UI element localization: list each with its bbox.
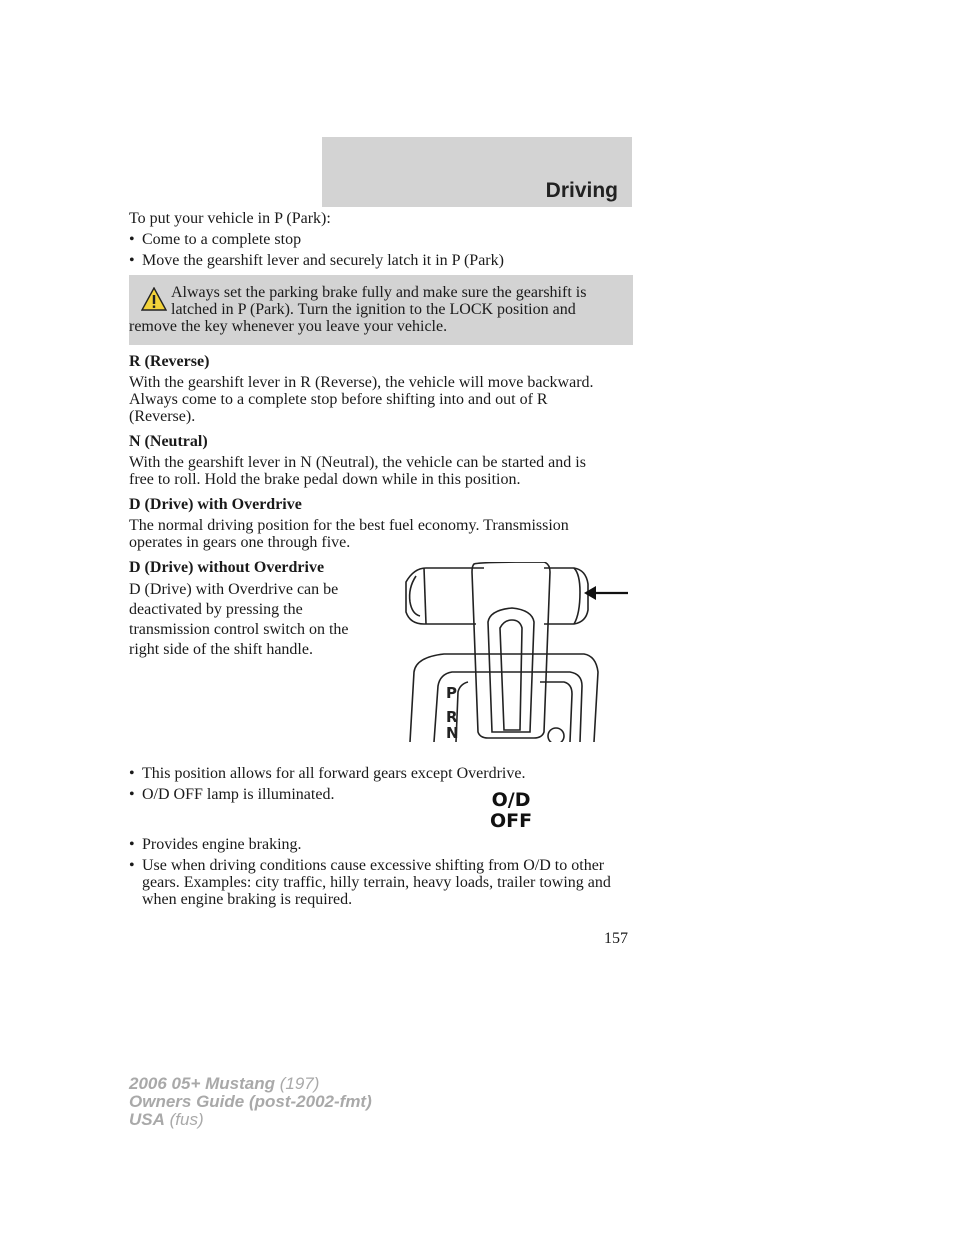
drive-overdrive-text: The normal driving position for the best fuel economy. Transmission operates in gears one through five. (129, 517, 569, 551)
list-item: • Provides engine braking. (129, 836, 489, 853)
warning-text (129, 284, 621, 335)
reverse-text: With the gearshift lever in R (Reverse), the vehicle will move backward. Always come to a complete stop before shifting into and out of R (Reverse). (129, 374, 594, 425)
heading-reverse: R (Reverse) (129, 353, 210, 370)
page-number: 157 (604, 930, 628, 947)
gear-label-p: P (446, 684, 457, 702)
neutral-text: With the gearshift lever in N (Neutral), the vehicle can be started and is free to roll. Hold the brake pedal down while in this position. (129, 454, 586, 488)
gear-label-r: R (446, 708, 458, 726)
heading-drive-no-overdrive: D (Drive) without Overdrive (129, 559, 325, 576)
warning-triangle-icon (141, 287, 167, 311)
warning-line: latched in P (Park). Turn the ignition to the LOCK position and (171, 301, 576, 318)
warning-line: Always set the parking brake fully and make sure the gearshift is (171, 284, 587, 301)
warning-line: remove the key whenever you leave your vehicle. (129, 318, 448, 335)
arrow-left-icon (582, 584, 630, 602)
list-item: • This position allows for all forward gears except Overdrive. (129, 765, 622, 782)
gear-label-n: N (446, 724, 459, 742)
list-item: • Come to a complete stop (129, 231, 633, 248)
footer: 2006 05+ Mustang (197) Owners Guide (post-2002-fmt) USA (fus) (129, 1074, 372, 1129)
list-item: • Use when driving conditions cause excessive shifting from O/D to other gears. Examples: city traffic, hilly terrain, heavy loads, trailer towing and when engine braking is required. (129, 857, 630, 908)
heading-drive-overdrive: D (Drive) with Overdrive (129, 496, 302, 513)
heading-neutral: N (Neutral) (129, 433, 208, 450)
warning-box (129, 275, 633, 345)
park-steps-list (129, 231, 633, 269)
od-lamp-line2: OFF (490, 810, 533, 832)
od-off-lamp (490, 790, 532, 832)
list-item: • O/D OFF lamp is illuminated. (129, 786, 489, 803)
section-header-band (322, 137, 632, 207)
od-lamp-line1: O/D (491, 789, 531, 811)
overdrive-off-bullets (129, 765, 633, 912)
list-item: • Move the gearshift lever and securely latch it in P (Park) (129, 252, 633, 269)
intro-text: To put your vehicle in P (Park): (129, 210, 331, 227)
section-title: Driving (545, 179, 618, 202)
drive-no-overdrive-text: D (Drive) with Overdrive can be deactivated by pressing the transmission control switch on the right side of the shift handle. (129, 581, 349, 658)
